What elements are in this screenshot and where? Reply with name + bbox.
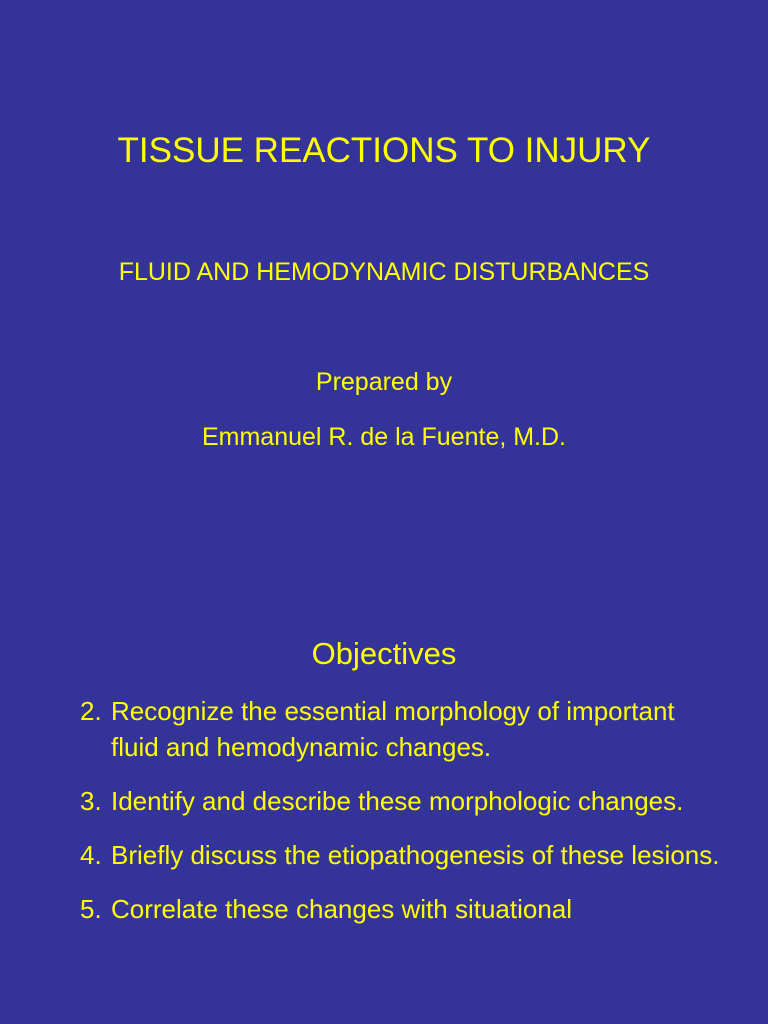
slide-subtitle: FLUID AND HEMODYNAMIC DISTURBANCES bbox=[118, 258, 650, 286]
list-item-number: 5. bbox=[80, 894, 102, 924]
objectives-heading: Objectives bbox=[311, 636, 457, 671]
list-item-number: 2. bbox=[80, 696, 102, 726]
list-item bbox=[80, 837, 720, 873]
list-item bbox=[80, 891, 720, 927]
list-item-text: Identify and describe these morphologic changes. bbox=[111, 786, 684, 816]
list-item-number: 3. bbox=[80, 786, 102, 816]
author-name: Emmanuel R. de la Fuente, M.D. bbox=[201, 423, 567, 451]
slide-title: TISSUE REACTIONS TO INJURY bbox=[117, 131, 651, 170]
list-item bbox=[80, 783, 720, 819]
objectives-list bbox=[80, 693, 720, 945]
prepared-by-label: Prepared by bbox=[315, 368, 453, 396]
objectives-slide bbox=[0, 600, 768, 1024]
list-item-text: Briefly discuss the etiopathogenesis of these lesions. bbox=[111, 840, 720, 870]
list-item-text: Correlate these changes with situational bbox=[111, 894, 573, 924]
list-item-text: Recognize the essential morphology of important fluid and hemodynamic changes. bbox=[111, 696, 675, 762]
list-item-number: 4. bbox=[80, 840, 102, 870]
list-item bbox=[80, 693, 720, 765]
